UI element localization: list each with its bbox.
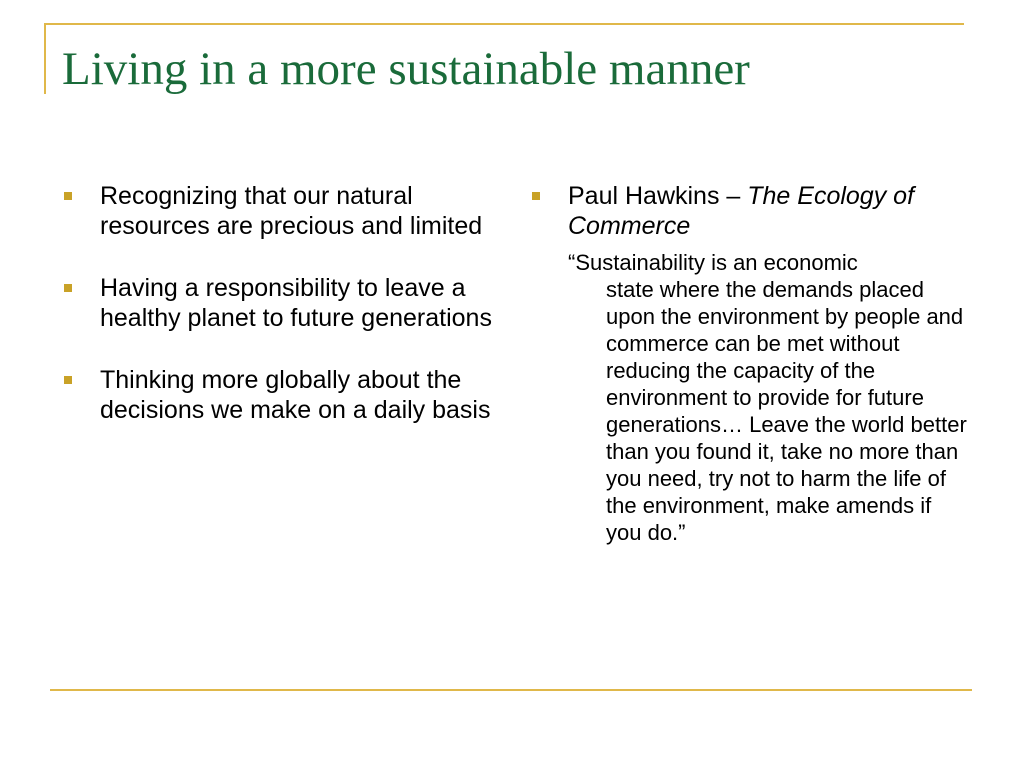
left-border-line (44, 23, 46, 94)
bullet-item (62, 181, 502, 241)
right-column (530, 181, 970, 546)
square-bullet-icon (64, 376, 72, 384)
bullet-text: Having a responsibility to leave a healthy planet to future generations (100, 274, 492, 332)
book-title: The Ecology of Commerce (568, 182, 915, 240)
square-bullet-icon (532, 192, 540, 200)
slide-title: Living in a more sustainable manner (62, 43, 750, 95)
bullet-item (62, 273, 502, 333)
quote-continuation: state where the demands placed upon the environment by people and commerce can be met without reducing the capacity of the environment to provide for future generations… Leave the world better than you found it, take no more than you need, try not to harm the life of the environment, make amends if you do.” (606, 277, 967, 545)
quote-block (568, 249, 970, 546)
bullet-item (530, 181, 970, 241)
quote-first-line: “Sustainability is an economic (568, 250, 858, 275)
top-border-line (44, 23, 964, 25)
quote-author: Paul Hawkins – (568, 182, 748, 210)
bottom-border-line (50, 689, 972, 691)
bullet-text: Thinking more globally about the decisions we make on a daily basis (100, 366, 491, 424)
square-bullet-icon (64, 192, 72, 200)
bullet-item (62, 365, 502, 425)
bullet-text: Recognizing that our natural resources are precious and limited (100, 182, 483, 240)
square-bullet-icon (64, 284, 72, 292)
left-column (62, 181, 502, 457)
